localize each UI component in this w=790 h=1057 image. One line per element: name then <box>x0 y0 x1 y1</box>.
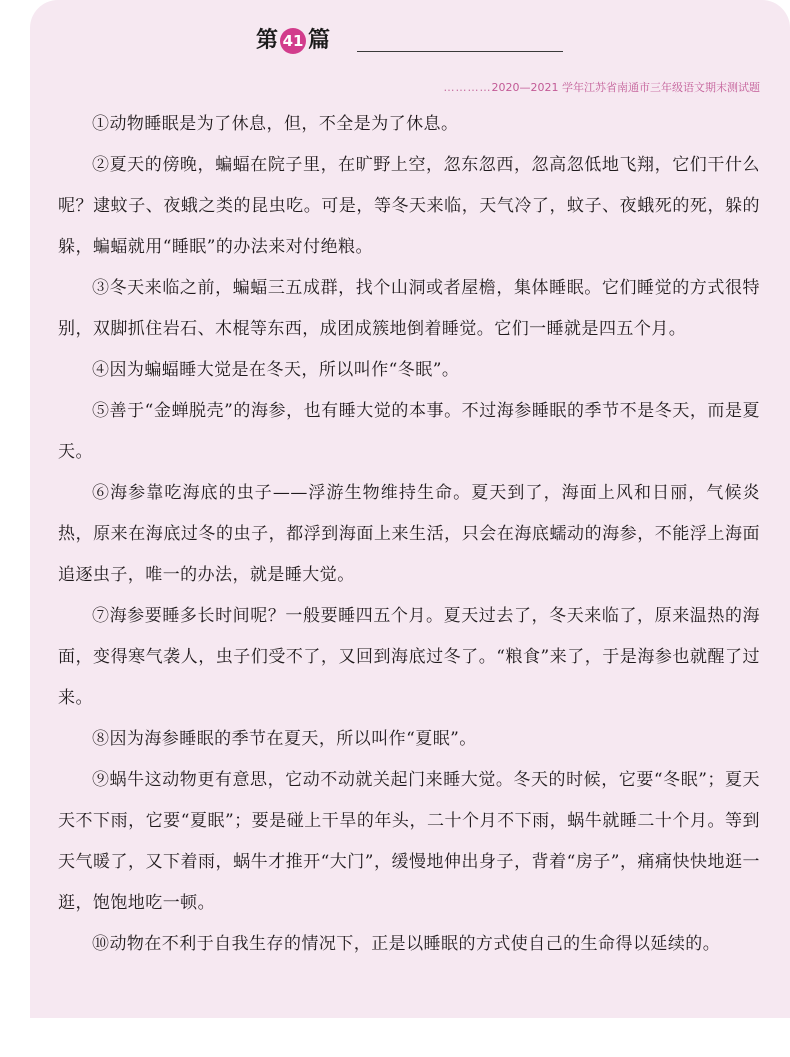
paragraph-2: ②夏天的傍晚，蝙蝠在院子里，在旷野上空，忽东忽西，忽高忽低地飞翔，它们干什么呢？逮蚊子、夜蛾之类的昆虫吃。可是，等冬天来临，天气冷了，蚊子、夜蛾死的死，躲的躲，蝙蝠就用“睡眠”的办法来对付绝粮。 <box>58 155 760 257</box>
source-text: 2020—2021 学年江苏省南通市三年级语文期末测试题 <box>491 81 760 94</box>
paragraph-9: ⑨蜗牛这动物更有意思，它动不动就关起门来睡大觉。冬天的时候，它要“冬眠”；夏天天不下雨，它要“夏眠”；要是碰上干旱的年头，二十个月不下雨，蜗牛就睡二十个月。等到天气暖了，又下着雨，蜗牛才推开“大门”，缓慢地伸出身子，背着“房子”，痛痛快快地逛一逛，饱饱地吃一顿。 <box>58 770 760 913</box>
source-dots: ………… <box>443 81 492 94</box>
title-prefix: 第 <box>256 28 279 53</box>
name-underline <box>357 51 563 52</box>
paragraph-6: ⑥海参靠吃海底的虫子——浮游生物维持生命。夏天到了，海面上风和日丽，气候炎热，原来在海底过冬的虫子，都浮到海面上来生活，只会在海底蠕动的海参，不能浮上海面追逐虫子，唯一的办法，就是睡大觉。 <box>58 483 760 585</box>
lesson-number-badge: 41 <box>280 28 306 54</box>
source-line <box>420 79 760 95</box>
lesson-header <box>256 26 330 56</box>
title-suffix: 篇 <box>308 28 331 53</box>
paragraph-3: ③冬天来临之前，蝙蝠三五成群，找个山洞或者屋檐，集体睡眠。它们睡觉的方式很特别，双脚抓住岩石、木棍等东西，成团成簇地倒着睡觉。它们一睡就是四五个月。 <box>58 278 760 339</box>
paragraph-5: ⑤善于“金蝉脱壳”的海参，也有睡大觉的本事。不过海参睡眠的季节不是冬天，而是夏天。 <box>58 401 760 462</box>
paragraph-7: ⑦海参要睡多长时间呢？一般要睡四五个月。夏天过去了，冬天来临了，原来温热的海面，变得寒气袭人，虫子们受不了，又回到海底过冬了。“粮食”来了，于是海参也就醒了过来。 <box>58 606 760 708</box>
article-body <box>58 104 760 965</box>
paragraph-1: ①动物睡眠是为了休息，但，不全是为了休息。 <box>92 114 459 134</box>
worksheet-page <box>30 0 790 1018</box>
paragraph-10: ⑩动物在不利于自我生存的情况下，正是以睡眠的方式使自己的生命得以延续的。 <box>92 934 721 954</box>
paragraph-8: ⑧因为海参睡眠的季节在夏天，所以叫作“夏眠”。 <box>92 729 477 749</box>
paragraph-4: ④因为蝙蝠睡大觉是在冬天，所以叫作“冬眠”。 <box>92 360 460 380</box>
